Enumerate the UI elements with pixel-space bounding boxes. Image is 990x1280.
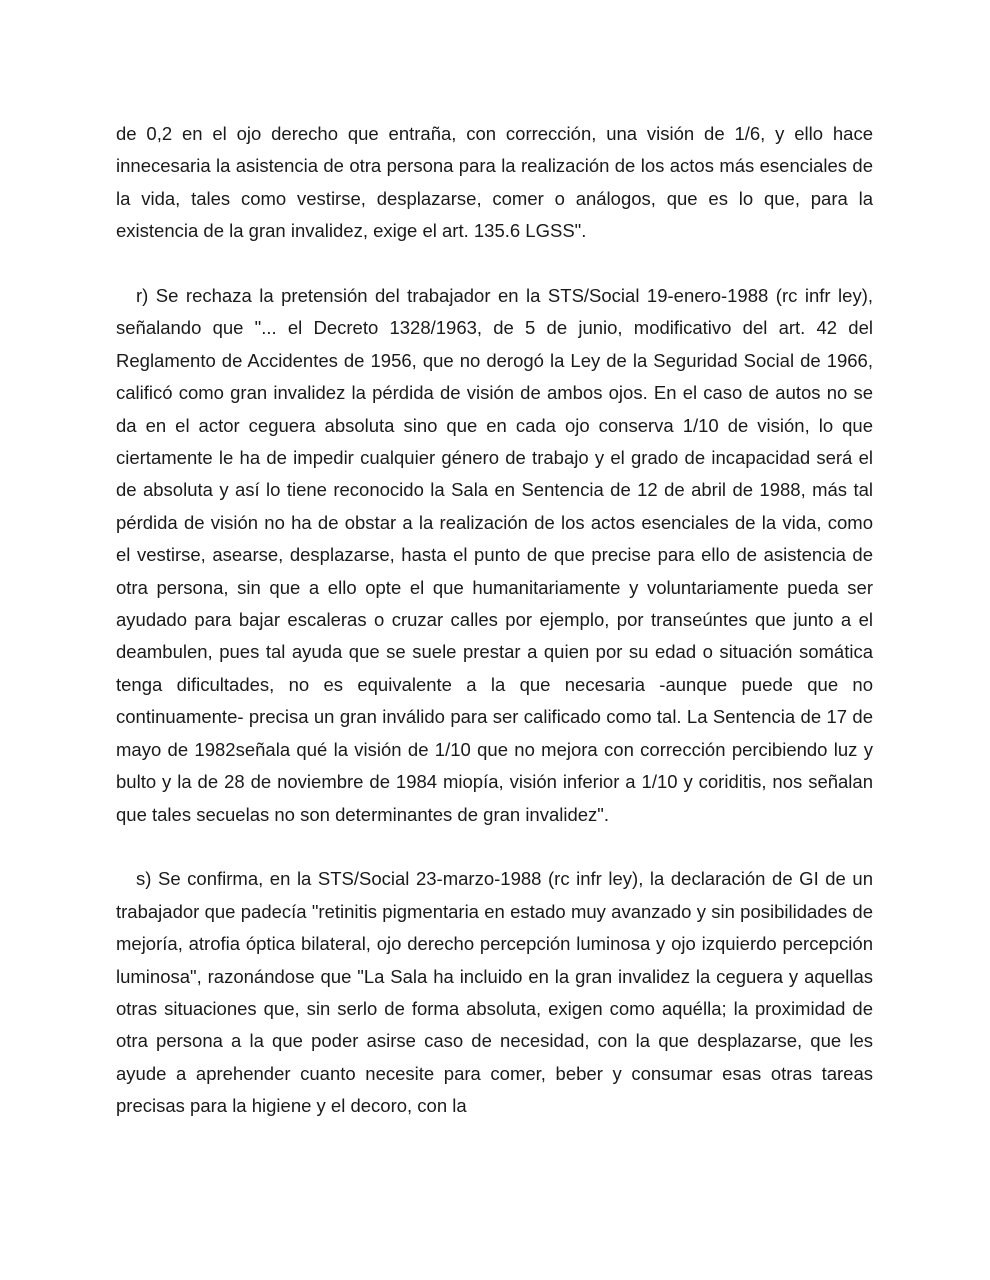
paragraph-continuation: de 0,2 en el ojo derecho que entraña, con corrección, una visión de 1/6, y ello hace innecesaria la asistencia de otra persona para la realización de los actos más esenciales de la vida, tales como vestirse, desplazarse, comer o análogos, que es lo que, para la existencia de la gran invalidez, exige el art. 135.6 LGSS".: [116, 123, 873, 242]
document-page: [116, 118, 873, 1123]
paragraph-r: r) Se rechaza la pretensión del trabajador en la STS/Social 19-enero-1988 (rc infr ley), señalando que "... el Decreto 1328/1963, de 5 de junio, modificativo del art. 42 del Reglamento de Accidentes de 1956, que no derogó la Ley de la Seguridad Social de 1966, calificó como gran invalidez la pérdida de visión de ambos ojos. En el caso de autos no se da en el actor ceguera absoluta sino que en cada ojo conserva 1/10 de visión, lo que ciertamente le ha de impedir cualquier género de trabajo y el grado de incapacidad será el de absoluta y así lo tiene reconocido la Sala en Sentencia de 12 de abril de 1988, más tal pérdida de visión no ha de obstar a la realización de los actos esenciales de la vida, como el vestirse, asearse, desplazarse, hasta el punto de que precise para ello de asistencia de otra persona, sin que a ello opte el que humanitariamente y voluntariamente pueda ser ayudado para bajar escaleras o cruzar calles por ejemplo, por transeúntes que junto a el deambulen, pues tal ayuda que se suele prestar a quien por su edad o situación somática tenga dificultades, no es equivalente a la que necesaria -aunque puede que no continuamente- precisa un gran inválido para ser calificado como tal. La Sentencia de 17 de mayo de 1982señala qué la visión de 1/10 que no mejora con corrección percibiendo luz y bulto y la de 28 de noviembre de 1984 miopía, visión inferior a 1/10 y coriditis, nos señalan que tales secuelas no son determinantes de gran invalidez".: [116, 285, 873, 825]
paragraph-s: s) Se confirma, en la STS/Social 23-marzo-1988 (rc infr ley), la declaración de GI de un trabajador que padecía "retinitis pigmentaria en estado muy avanzado y sin posibilidades de mejoría, atrofia óptica bilateral, ojo derecho percepción luminosa y ojo izquierdo percepción luminosa", razonándose que "La Sala ha incluido en la gran invalidez la ceguera y aquellas otras situaciones que, sin serlo de forma absoluta, exigen como aquélla; la proximidad de otra persona a la que poder asirse caso de necesidad, con la que desplazarse, que les ayude a aprehender cuanto necesite para comer, beber y consumar esas otras tareas precisas para la higiene y el decoro, con la: [116, 868, 873, 1117]
